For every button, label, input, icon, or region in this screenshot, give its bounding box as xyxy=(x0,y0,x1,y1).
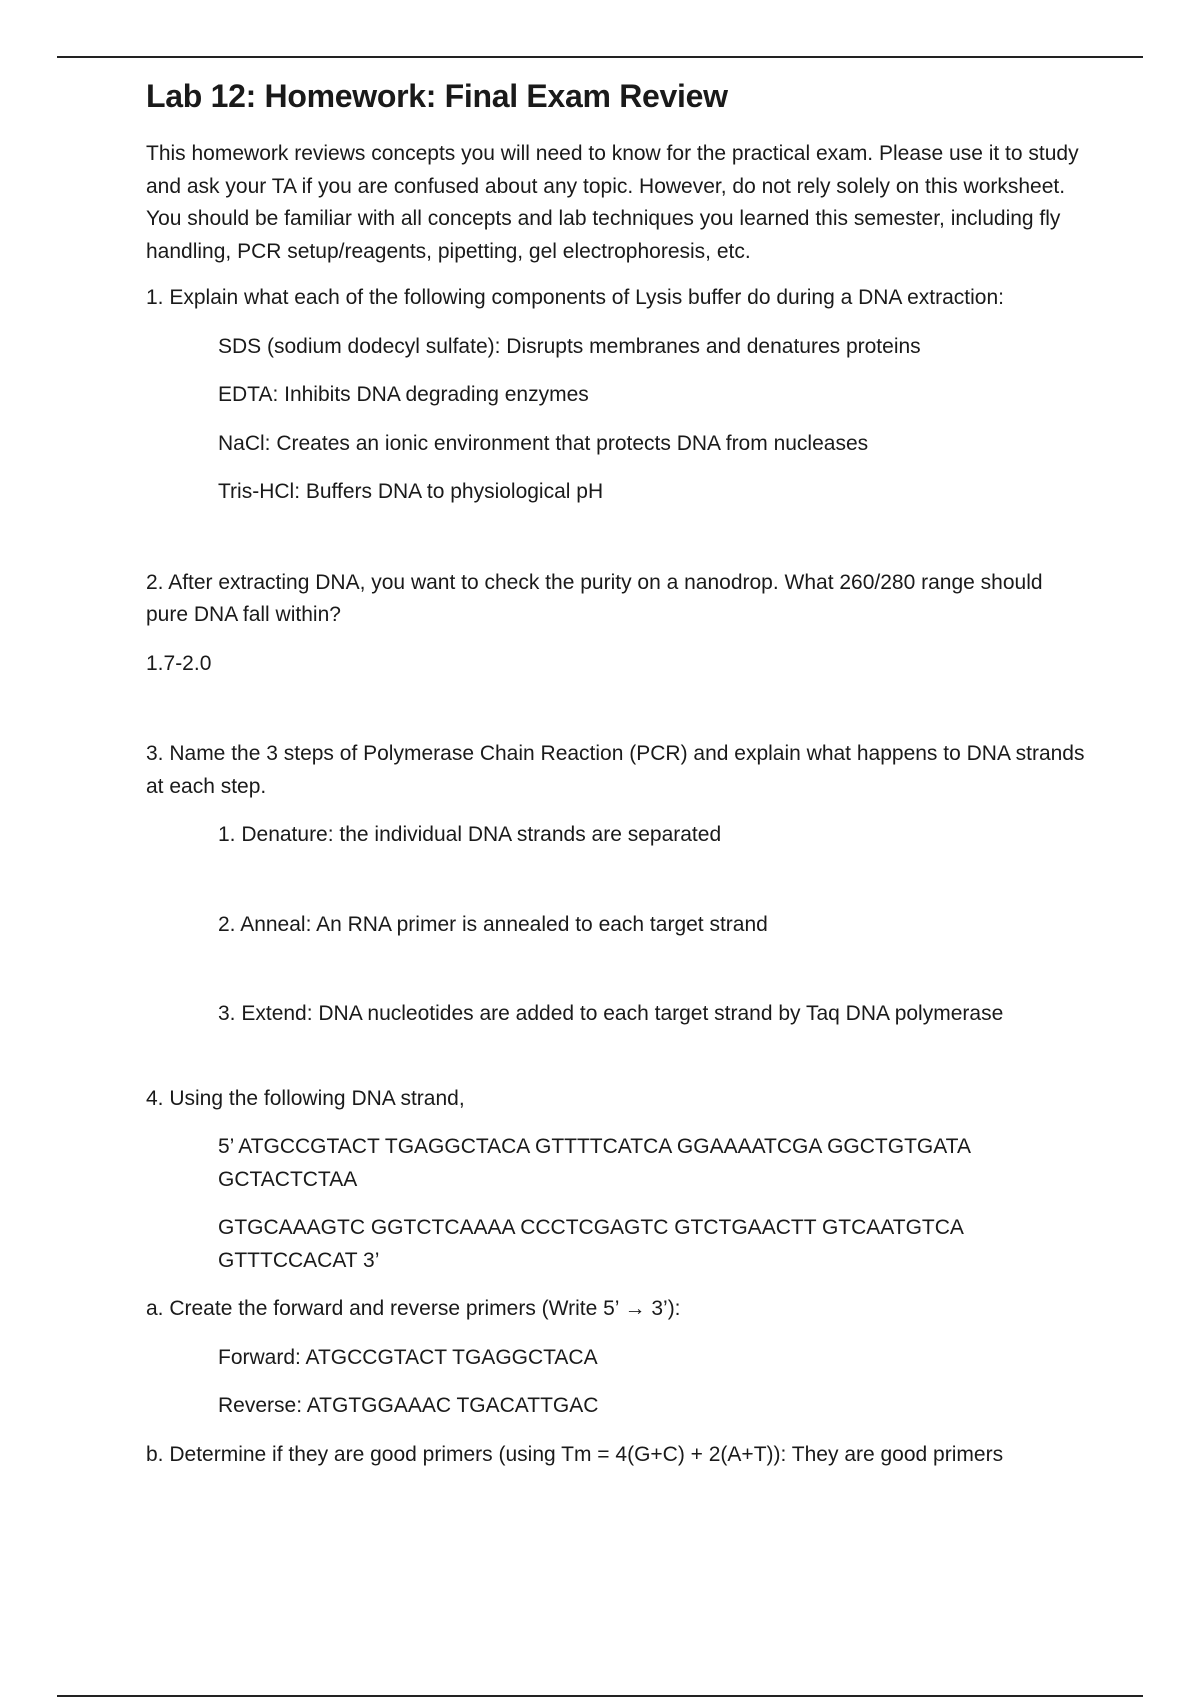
dna-sequence-line-1: 5’ ATGCCGTACT TGAGGCTACA GTTTTCATCA GGAAAATCGA GGCTGTGATA GCTACTCTAA xyxy=(218,1135,970,1191)
answer-3-extend: 3. Extend: DNA nucleotides are added to each target strand by Taq DNA polymerase xyxy=(218,1002,1004,1025)
spacer xyxy=(146,941,1086,998)
page-title: Lab 12: Homework: Final Exam Review xyxy=(146,78,728,114)
answer-1-nacl: NaCl: Creates an ionic environment that protects DNA from nucleases xyxy=(218,431,869,455)
question-3: 3. Name the 3 steps of Polymerase Chain Reaction (PCR) and explain what happens to DNA strands at each step. xyxy=(146,742,1085,798)
answer-2: 1.7-2.0 xyxy=(146,651,212,675)
question-4: 4. Using the following DNA strand, xyxy=(146,1086,465,1110)
answer-1-edta: EDTA: Inhibits DNA degrading enzymes xyxy=(218,383,589,406)
bottom-rule xyxy=(57,1695,1143,1697)
reverse-primer: Reverse: ATGTGGAAAC TGACATTGAC xyxy=(218,1394,599,1417)
dna-sequence-line-2: GTGCAAAGTC GGTCTCAAAA CCCTCGAGTC GTCTGAACTT GTCAATGTCA GTTTCCACAT 3’ xyxy=(218,1216,963,1272)
question-2: 2. After extracting DNA, you want to check the purity on a nanodrop. What 260/280 range should pure DNA fall within? xyxy=(146,570,1043,626)
answer-1-tris: Tris-HCl: Buffers DNA to physiological pH xyxy=(218,480,604,503)
document-body xyxy=(146,74,1086,1487)
answer-3-denature: 1. Denature: the individual DNA strands are separated xyxy=(218,823,722,846)
top-rule xyxy=(57,56,1143,58)
question-4a: a. Create the forward and reverse primers (Write 5’ → 3’): xyxy=(146,1297,681,1320)
spacer xyxy=(146,509,1086,567)
intro-paragraph: This homework reviews concepts you will need to know for the practical exam. Please use it to study and ask your TA if you are confused about any topic. However, do not rely solely on this worksheet. You should be familiar with all concepts and lab techniques you learned this semester, including fly handling, PCR setup/reagents, pipetting, gel electrophoresis, etc. xyxy=(146,142,1079,263)
spacer xyxy=(146,680,1086,738)
spacer xyxy=(146,852,1086,909)
spacer xyxy=(146,1031,1086,1083)
answer-1-sds: SDS (sodium dodecyl sulfate): Disrupts membranes and denatures proteins xyxy=(218,334,921,358)
forward-primer: Forward: ATGCCGTACT TGAGGCTACA xyxy=(218,1345,598,1369)
question-1: 1. Explain what each of the following components of Lysis buffer do during a DNA extraction: xyxy=(146,286,1004,309)
question-4b: b. Determine if they are good primers (using Tm = 4(G+C) + 2(A+T)): They are good primers xyxy=(146,1442,1004,1466)
answer-3-anneal: 2. Anneal: An RNA primer is annealed to each target strand xyxy=(218,912,768,936)
